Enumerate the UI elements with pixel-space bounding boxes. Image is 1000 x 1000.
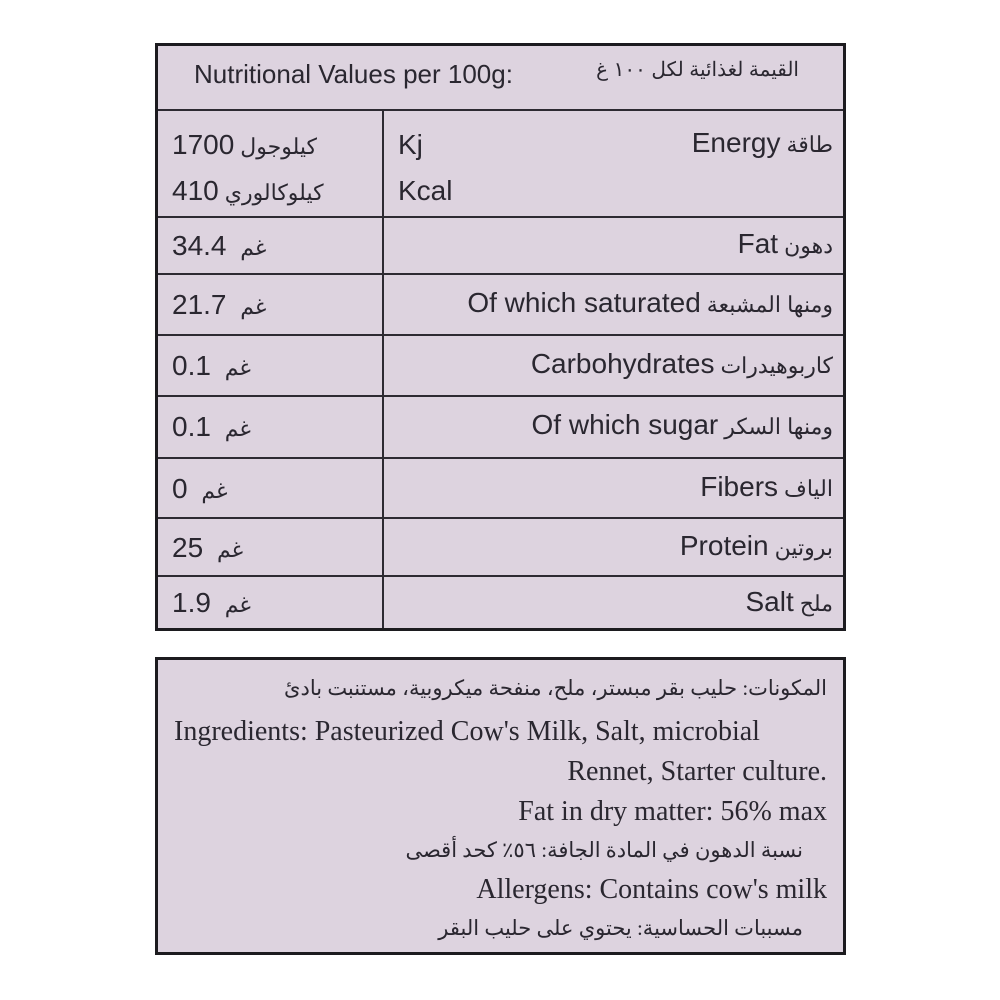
nutrition-header (158, 46, 843, 111)
fat-label: Fat دهون (737, 228, 833, 259)
ingredients-en-line-2: Rennet, Starter culture. (567, 756, 827, 787)
ingredients-ar: المكونات: حليب بقر مبستر، ملح، منفحة ميكروبية، مستنبت بادئ (284, 676, 827, 700)
sugar-value: غم 0.1 (172, 411, 251, 442)
carbohydrates-value: غم 0.1 (172, 350, 251, 381)
salt-value: غم 1.9 (172, 587, 251, 618)
saturated-value: غم 21.7 (172, 289, 267, 320)
ingredients-box (155, 657, 846, 955)
energy-kj-value: 1700 كيلوجول (172, 129, 318, 160)
allergens-ar: مسببات الحساسية: يحتوي على حليب البقر (438, 916, 803, 940)
protein-value: غم 25 (172, 532, 244, 563)
nutrition-row-fat (158, 218, 843, 275)
energy-label: Energy طاقة (691, 127, 833, 158)
nutrition-row-saturated (158, 275, 843, 336)
energy-kj-unit: Kj (398, 129, 423, 160)
salt-label: Salt ملح (745, 586, 833, 617)
nutrition-row-salt (158, 577, 843, 631)
fat-dry-matter: Fat in dry matter: 56% max (518, 796, 827, 827)
allergens: Allergens: Contains cow's milk (476, 874, 827, 905)
nutrition-header-ar: القيمة لغذائية لكل ١٠٠ غ (596, 59, 799, 81)
nutrition-table (155, 43, 846, 631)
energy-kcal-value: 410 كيلوكالوري (172, 175, 324, 206)
ingredients-en-line-1: Ingredients: Pasteurized Cow's Milk, Salt, microbial (174, 716, 760, 747)
nutrition-row-sugar (158, 397, 843, 459)
sugar-label: Of which sugar ومنها السكر (531, 409, 833, 440)
fat-value: غم 34.4 (172, 230, 267, 261)
carbohydrates-label: Carbohydrates كاربوهيدرات (530, 348, 833, 379)
nutrition-row-carbohydrates (158, 336, 843, 397)
nutrition-row-fibers (158, 459, 843, 519)
nutrition-row-energy (158, 111, 843, 218)
fibers-label: Fibers الياف (700, 471, 833, 502)
nutrition-row-protein (158, 519, 843, 577)
saturated-label: Of which saturated ومنها المشبعة (467, 287, 833, 318)
fat-dry-matter-ar: نسبة الدهون في المادة الجافة: ٥٦٪ كحد أقصى (405, 838, 803, 862)
energy-kcal-unit: Kcal (398, 175, 453, 206)
protein-label: Protein بروتين (679, 530, 833, 561)
nutrition-header-en: Nutritional Values per 100g: (194, 59, 513, 89)
fibers-value: غم 0 (172, 473, 228, 504)
